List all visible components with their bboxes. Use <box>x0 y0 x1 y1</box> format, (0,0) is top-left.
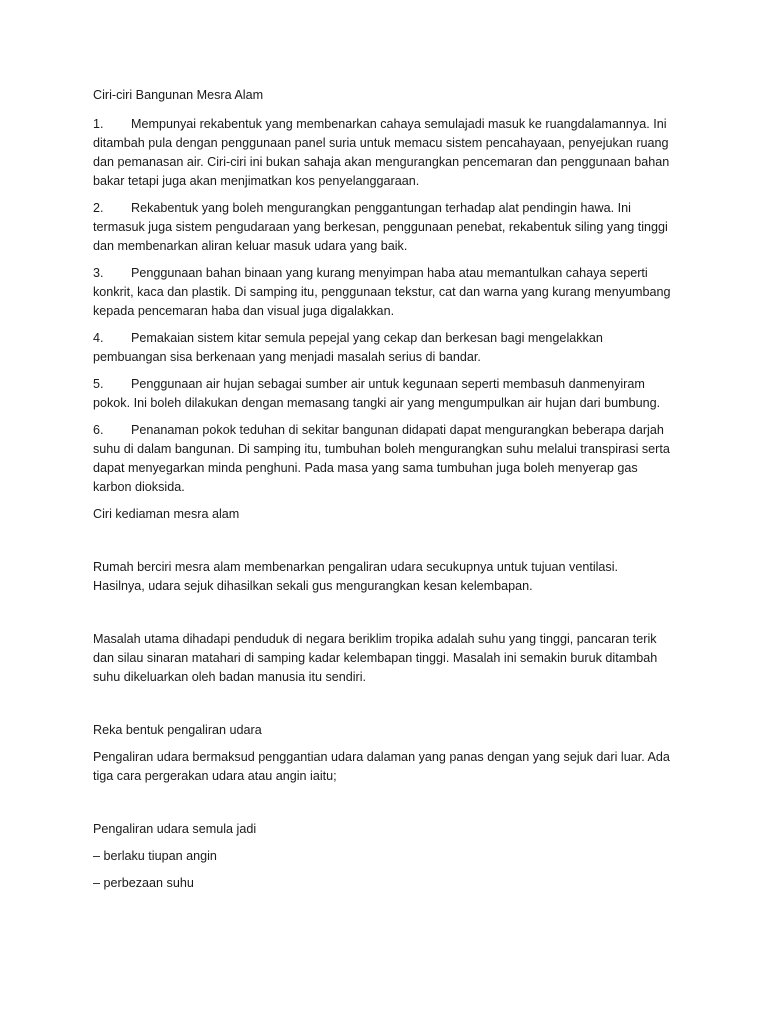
spacer <box>93 532 673 558</box>
bullet-item: – perbezaan suhu <box>93 876 194 890</box>
spacer <box>93 794 673 820</box>
section-heading-kediaman: Ciri kediaman mesra alam <box>93 507 240 521</box>
list-item-number: 4. <box>93 331 104 345</box>
spacer <box>93 604 673 630</box>
list-item <box>93 329 673 367</box>
list-item-text: Penanaman pokok teduhan di sekitar bangunan didapati dapat mengurangkan beberapa darjah suhu di dalam bangunan. Di samping itu, tumbuhan boleh mengurangkan suhu melalui transpirasi serta dapat menyegarkan minda penghuni. Pada masa yang sama tumbuhan juga boleh menyerap gas karbon dioksida. <box>93 423 670 494</box>
list-item-text: Penggunaan air hujan sebagai sumber air untuk kegunaan seperti membasuh danmenyiram pokok. Ini boleh dilakukan dengan memasang tangki air yang mengumpulkan air hujan dari bumbung. <box>93 377 661 410</box>
paragraph-pengaliran: Pengaliran udara bermaksud penggantian udara dalaman yang panas dengan yang sejuk dari luar. Ada tiga cara pergerakan udara atau angin iaitu; <box>93 750 670 783</box>
bullet-item: – berlaku tiupan angin <box>93 849 217 863</box>
list-item-number: 5. <box>93 377 104 391</box>
section-heading-semula-jadi: Pengaliran udara semula jadi <box>93 822 257 836</box>
list-item-text: Rekabentuk yang boleh mengurangkan penggantungan terhadap alat pendingin hawa. Ini termasuk juga sistem pengudaraan yang berkesan, penggunaan penebat, rekabentuk siling yang tinggi dan membenarkan aliran keluar masuk udara yang baik. <box>93 201 668 253</box>
list-item-number: 3. <box>93 266 104 280</box>
paragraph-ventilasi: Rumah berciri mesra alam membenarkan pengaliran udara secukupnya untuk tujuan ventilasi. Hasilnya, udara sejuk dihasilkan sekali gus mengurangkan kesan kelembapan. <box>93 560 619 593</box>
list-item-text: Pemakaian sistem kitar semula pepejal yang cekap dan berkesan bagi mengelakkan pembuangan sisa berkenaan yang menjadi masalah serius di bandar. <box>93 331 603 364</box>
list-item <box>93 421 673 497</box>
list-item-number: 1. <box>93 117 104 131</box>
list-item-number: 6. <box>93 423 104 437</box>
list-item <box>93 199 673 256</box>
list-item-number: 2. <box>93 201 104 215</box>
list-item-text: Penggunaan bahan binaan yang kurang menyimpan haba atau memantulkan cahaya seperti konkrit, kaca dan plastik. Di samping itu, penggunaan tekstur, cat dan warna yang kurang menyumbang kepada pencemaran haba dan visual juga digalakkan. <box>93 266 671 318</box>
document-content <box>93 86 673 901</box>
section-heading-reka-bentuk: Reka bentuk pengaliran udara <box>93 723 262 737</box>
list-item <box>93 264 673 321</box>
list-item <box>93 115 673 191</box>
paragraph-tropika: Masalah utama dihadapi penduduk di negara beriklim tropika adalah suhu yang tinggi, pancaran terik dan silau sinaran matahari di samping kadar kelembapan tinggi. Masalah ini semakin buruk ditambah suhu dikeluarkan oleh badan manusia itu sendiri. <box>93 632 658 684</box>
list-item-text: Mempunyai rekabentuk yang membenarkan cahaya semulajadi masuk ke ruangdalamannya. Ini ditambah pula dengan penggunaan panel suria untuk memacu sistem pencahayaan, penyejukan ruang dan pemanasan air. Ciri-ciri ini bukan sahaja akan mengurangkan pencemaran dan penggunaan bahan bakar tetapi juga akan menjimatkan kos penyelanggaraan. <box>93 117 670 188</box>
list-item <box>93 375 673 413</box>
spacer <box>93 695 673 721</box>
section-heading-bangunan: Ciri-ciri Bangunan Mesra Alam <box>93 88 264 102</box>
